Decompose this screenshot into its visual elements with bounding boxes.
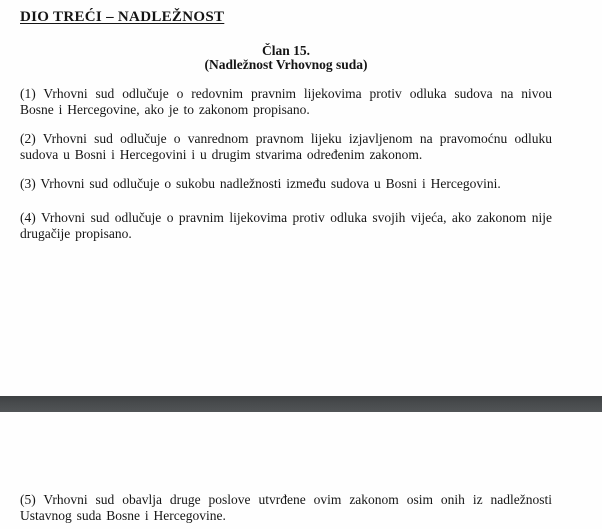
paragraph-2: (2) Vrhovni sud odlučuje o vanrednom pravnom lijeku izjavljenom na pravomoćnu odluku sudova u Bosni i Hercegovini i u drugim stvarima određenim zakonom.	[20, 131, 552, 162]
paragraph-4: (4) Vrhovni sud odlučuje o pravnim lijekovima protiv odluka svojih vijeća, ako zakonom nije drugačije propisano.	[20, 210, 552, 241]
article-subtitle: (Nadležnost Vrhovnog suda)	[204, 57, 368, 72]
paragraph-5: (5) Vrhovni sud obavlja druge poslove utvrđene ovim zakonom osim onih iz nadležnosti Ustavnog suda Bosne i Hercegovine.	[20, 492, 552, 523]
page-break-separator	[0, 396, 602, 412]
paragraph-1: (1) Vrhovni sud odlučuje o redovnim pravnim lijekovima protiv odluka sudova na nivou Bosne i Hercegovine, ako je to zakonom propisano.	[20, 86, 552, 117]
article-number-heading: Član 15.	[261, 43, 310, 58]
paragraph-3: (3) Vrhovni sud odlučuje o sukobu nadležnosti između sudova u Bosni i Hercegovini.	[20, 176, 501, 191]
section-heading: DIO TREĆI – NADLEŽNOST	[20, 9, 225, 25]
